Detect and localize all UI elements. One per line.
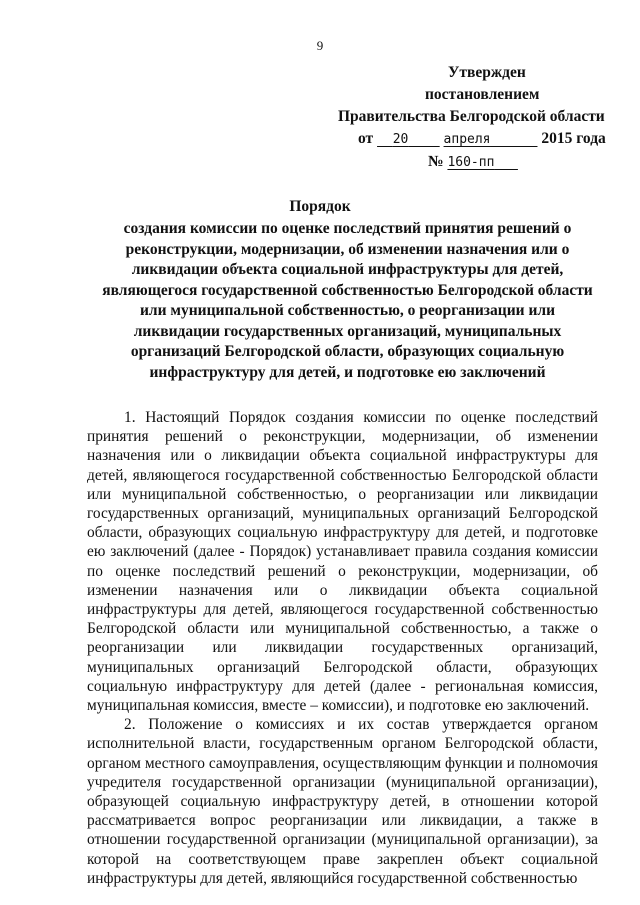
approval-number-line: [330, 151, 610, 174]
page-number: 9: [316, 38, 324, 53]
paragraph-2: 2. Положение о комиссиях и их состав утверждается органом исполнительной власти, государственным органом Белгородской области, органом местного самоуправления, осуществляющим функции и полномочия учредителя государственной организации (муниципальной организации), образующей социальную инфраструктуру детей, в отношении которой рассматривается вопрос реорганизации или ликвидации, а также в отношении государственной организации (муниципальной организации), за которой на соответствующем праве закреплен объект социальной инфраструктуры для детей, являющийся государственной собственностью: [87, 716, 598, 887]
number-prefix: №: [428, 153, 444, 170]
approval-line-resolution: постановлением: [425, 86, 540, 103]
approval-date-line: [330, 128, 610, 151]
document-title: Порядок: [289, 198, 351, 215]
approval-year: 2015 года: [541, 130, 606, 147]
approval-stamp: [330, 62, 610, 174]
approval-month: апреля: [443, 132, 491, 147]
paragraph-1: 1. Настоящий Порядок создания комиссии по оценке последствий принятия решений о реконструкции, модернизации, об изменении назначения или о ликвидации объекта социальной инфраструктуры для детей, являющегося государственной собственностью Белгородской области или муниципальной собственностью, о реорганизации или ликвидации государственных организаций, муниципальных организаций Белгородской области, образующих социальную инфраструктуру для детей, и подготовке ею заключений (далее - Порядок) устанавливает правила создания комиссии по оценке последствий решений о реконструкции, модернизации, об изменении назначения или о ликвидации объекта социальной инфраструктуры для детей, являющегося государственной собственностью Белгородской области или муниципальной собственностью, а также о реорганизации или ликвидации государственных организаций, муниципальных организаций Белгородской области, образующих социальную инфраструктуру для детей (далее - региональная комиссия, муниципальная комиссия, вместе – комиссии), и подготовке ею заключений.: [87, 409, 598, 715]
document-subtitle: создания комиссии по оценке последствий принятия решений о реконструкции, модернизации, об изменении назначения или о ликвидации объекта социальной инфраструктуры для детей, являющегося государственной собственностью Белгородской области или муниципальной собственностью, о реорганизации или ликвидации государственных организаций, муниципальных организаций Белгородской области, образующих социальную инфраструктуру для детей, и подготовке ею заключений: [102, 220, 593, 381]
document-body: [87, 408, 598, 888]
approval-line-approved: Утвержден: [448, 64, 526, 81]
approval-line-government: Правительства Белгородской области: [338, 108, 605, 125]
approval-day: 20: [392, 132, 409, 147]
approval-number: 160-пп: [447, 155, 495, 170]
date-prefix: от: [358, 130, 374, 147]
